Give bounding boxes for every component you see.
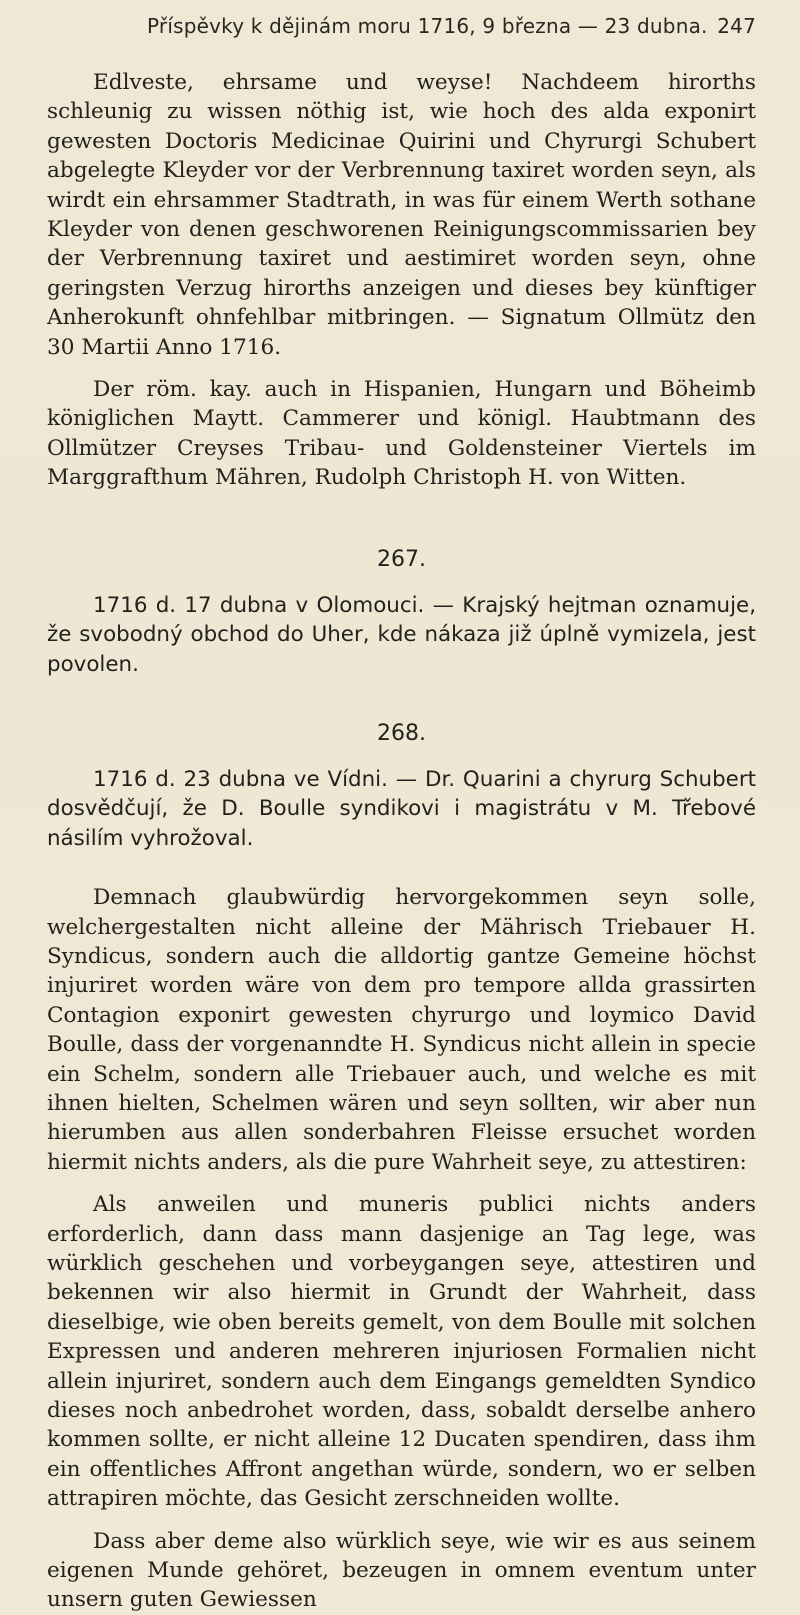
document-number-267: 267. [377, 546, 426, 572]
regest-268: 1716 d. 23 dubna ve Vídni. — Dr. Quarini a chyrurg Schubert dosvědčují, že D. Boulle syndikovi i magistrátu v M. Třebové násilím vyhrožoval. [47, 766, 756, 851]
paragraph-signature: Der röm. kay. auch in Hispanien, Hungarn und Böheimb königlichen Maytt. Cammerer und königl. Haubtmann des Ollmützer Creyses Tribau- und Goldensteiner Viertels im Marggrafthum Mähren, Rudolph Christoph H. von Witten. [47, 377, 756, 491]
page-number: 247 [717, 14, 756, 38]
regest-267: 1716 d. 17 dubna v Olomouci. — Krajský hejtman oznamuje, že svobodný obchod do Uher, kde nákaza již úplně vymizela, jest povolen. [47, 592, 756, 677]
running-header [47, 14, 756, 54]
document-number-268: 268. [377, 720, 426, 746]
paragraph-268-body-3: Dass aber deme also würklich seye, wie wir es aus seinem eigenen Munde gehöret, bezeugen in omnem eventum unter unsern guten Gewiessen [47, 1528, 756, 1613]
running-title: Příspěvky k dějinám moru 1716, 9 března — 23 dubna. [147, 14, 708, 38]
paragraph-268-body-1: Demnach glaubwürdig hervorgekommen seyn solle, welchergestalten nicht alleine der Mährisch Triebauer H. Syndicus, sondern auch die alldortig gantze Gemeine höchst injuriret worden wäre von dem pro tempore allda grassirten Contagion exponirt gewesten chyrurgo und loymico David Boulle, dass der vorgenanndte H. Syndicus nicht allein in specie ein Schelm, sondern alle Triebauer auch, und welche es mit ihnen hielten, Schelmen wären und seyn sollten, wir aber nun hierumben aus allen sonderbahren Fleisse ersuchet worden hiermit nichts anders, als die pure Wahrheit seye, zu attestiren: [47, 885, 756, 1175]
paragraph-letter-body: Edlveste, ehrsame und weyse! Nachdeem hirorths schleunig zu wissen nöthig ist, wie hoch des alda exponirt gewesten Doctoris Medicinae Quirini und Chyrurgi Schubert abgelegte Kleyder vor der Verbrennung taxiret worden seyn, als wirdt ein ehrsammer Stadtrath, in was für einem Werth sothane Kleyder von denen geschworenen Reinigungscommissarien bey der Verbrennung taxiret und aestimiret worden seyn, ohne geringsten Verzug hirorths anzeigen und dieses bey künftiger Anherokunft ohnfehlbar mitbringen. — Signatum Ollmütz den 30 Martii Anno 1716. [47, 70, 756, 360]
paragraph-268-body-2: Als anweilen und muneris publici nichts anders erforderlich, dann dass mann dasjenige an Tag lege, was würklich geschehen und vorbeygangen seye, attestiren und bekennen wir also hiermit in Grundt der Wahrheit, dass dieselbige, wie oben bereits gemelt, von dem Boulle mit solchen Expressen und anderen mehreren injuriosen Formalien nicht allein injuriret, sondern auch dem Eingangs gemeldten Syndico dieses noch anbedrohet worden, dass, sobaldt derselbe anhero kommen sollte, er nicht alleine 12 Ducaten spendiren, dass ihm ein offentliches Affront angethan würde, sondern, wo er selben attrapiren möchte, das Gesicht zerschneiden wollte. [47, 1192, 756, 1512]
